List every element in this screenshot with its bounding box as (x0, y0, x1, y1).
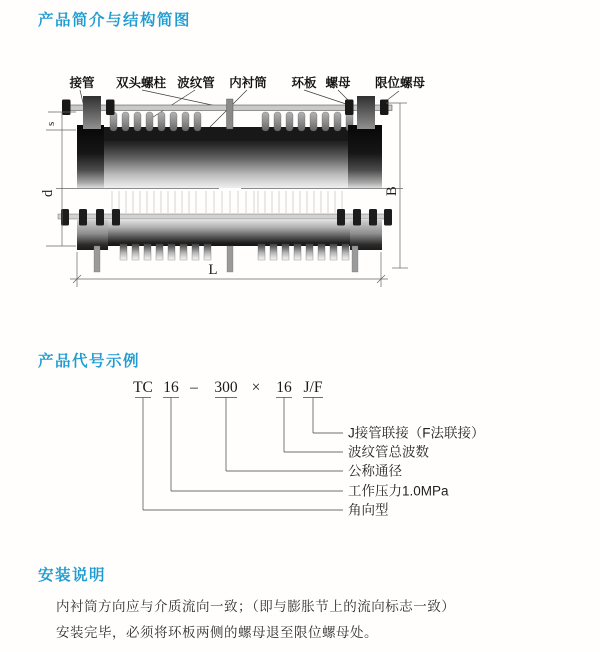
hatch-lines (112, 191, 342, 213)
callout-diameter: 公称通径 (348, 463, 402, 479)
code-callouts (348, 425, 485, 518)
ring-plate-right (357, 96, 375, 129)
dim-label-d: d (40, 189, 56, 197)
part-label-stud: 双头螺柱 (115, 76, 167, 90)
code-example-diagram (125, 372, 485, 532)
dim-label-b: B (384, 186, 400, 196)
lower-body (77, 220, 382, 246)
callout-wave-count: 波纹管总波数 (348, 444, 429, 460)
part-label-connecting-pipe: 接管 (69, 76, 95, 90)
part-label-nut: 螺母 (325, 76, 351, 90)
diagram-part-labels (68, 75, 425, 90)
code-segment-times: × (251, 379, 261, 396)
dim-label-l: L (208, 262, 218, 278)
install-notes (56, 594, 536, 646)
callout-angular: 角向型 (348, 502, 389, 518)
code-segment-joint: J/F (303, 379, 323, 396)
pipe-cap-left (77, 125, 104, 188)
pipe-cap-right (348, 125, 382, 188)
dim-label-s: s (45, 121, 57, 126)
section-title-install: 安装说明 (38, 567, 107, 584)
part-label-limit-nut: 限位螺母 (374, 76, 426, 90)
section-title-code: 产品代号示例 (38, 353, 141, 370)
callout-joint-type: J接管联接（F法联接） (348, 425, 485, 441)
code-segment-type: TC (133, 379, 153, 396)
part-label-bellows: 波纹管 (177, 76, 215, 90)
part-label-ring-plate: 环板 (291, 76, 317, 90)
section-title-intro: 产品简介与结构简图 (38, 12, 192, 29)
install-note-line: 内衬筒方向应与介质流向一致；（即与膨胀节上的流向标志一致） (56, 599, 456, 614)
code-leader-lines (135, 398, 343, 511)
ring-plate-left (83, 96, 101, 129)
part-label-inner-liner: 内衬筒 (229, 76, 267, 90)
code-segment-pressure: 16 (163, 379, 179, 396)
code-segment-waves: 16 (276, 379, 292, 396)
lower-bellows-fins (120, 244, 349, 260)
callout-pressure: 工作压力1.0MPa (348, 483, 449, 499)
code-segment-diameter: 300 (214, 379, 238, 396)
install-note-line: 安装完毕，必须将环板两侧的螺母退至限位螺母处。 (56, 625, 378, 640)
dimension-d (40, 130, 76, 246)
structure-diagram (30, 60, 470, 320)
dimension-b (384, 103, 408, 268)
dimension-s (45, 112, 76, 130)
code-segment-dash: – (190, 379, 198, 396)
center-stud (227, 99, 234, 129)
code-segments (133, 379, 323, 396)
